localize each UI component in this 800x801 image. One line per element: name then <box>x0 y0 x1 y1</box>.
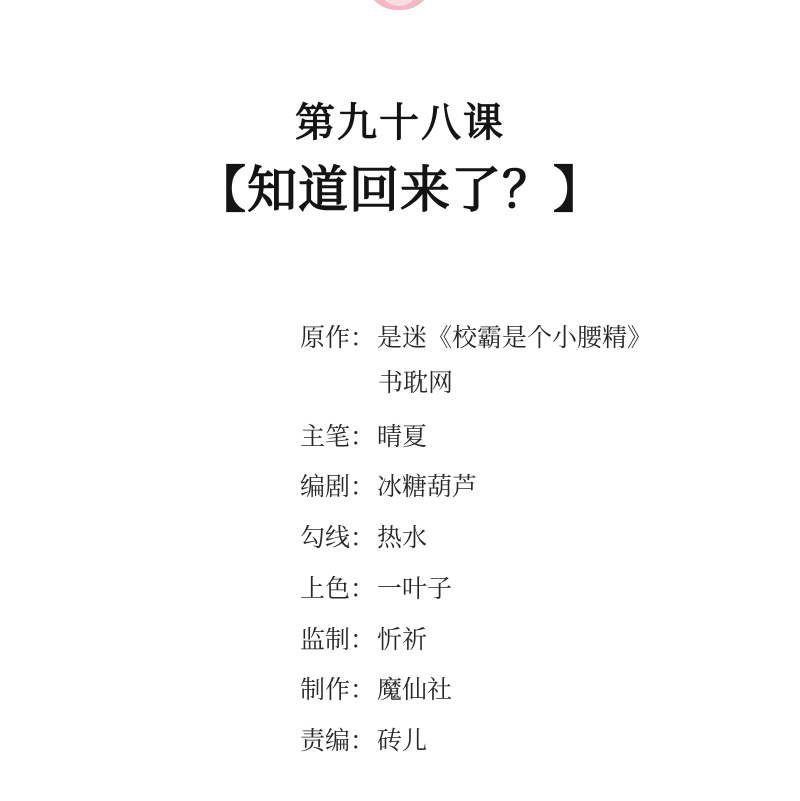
credit-value: 冰糖葫芦 <box>377 473 478 502</box>
title-block <box>0 100 800 220</box>
credit-label: 上色： <box>300 574 376 603</box>
credit-label: 原作： <box>300 324 376 352</box>
credit-value: 魔仙社 <box>377 676 453 705</box>
credits-list <box>300 322 740 776</box>
credit-label: 责编： <box>300 727 376 755</box>
credit-row <box>300 471 740 505</box>
credit-row <box>300 674 740 708</box>
credit-row <box>300 573 740 607</box>
credit-row <box>300 522 740 556</box>
credit-value: 忻祈 <box>377 625 428 654</box>
credit-row <box>300 322 740 356</box>
credit-value: 晴夏 <box>377 422 428 451</box>
credit-value: 砖儿 <box>377 727 428 755</box>
credit-value: 一叶子 <box>377 574 453 603</box>
credit-value: 是迷《校霸是个小腰精》 <box>377 324 653 352</box>
chapter-number-title: 第九十八课 <box>295 101 505 145</box>
credit-label: 勾线： <box>300 524 376 552</box>
chapter-name-title: 【知道回来了？】 <box>196 162 604 218</box>
credit-continuation: 书耽网 <box>378 368 454 397</box>
top-decoration <box>357 0 443 14</box>
credit-row <box>300 421 740 455</box>
credit-row <box>300 725 740 759</box>
credit-label: 主笔： <box>300 422 376 451</box>
credit-value: 热水 <box>377 524 428 552</box>
credit-label: 制作： <box>300 676 376 705</box>
credit-row <box>300 624 740 658</box>
credit-label: 编剧： <box>300 473 376 502</box>
credit-label: 监制： <box>300 625 376 654</box>
